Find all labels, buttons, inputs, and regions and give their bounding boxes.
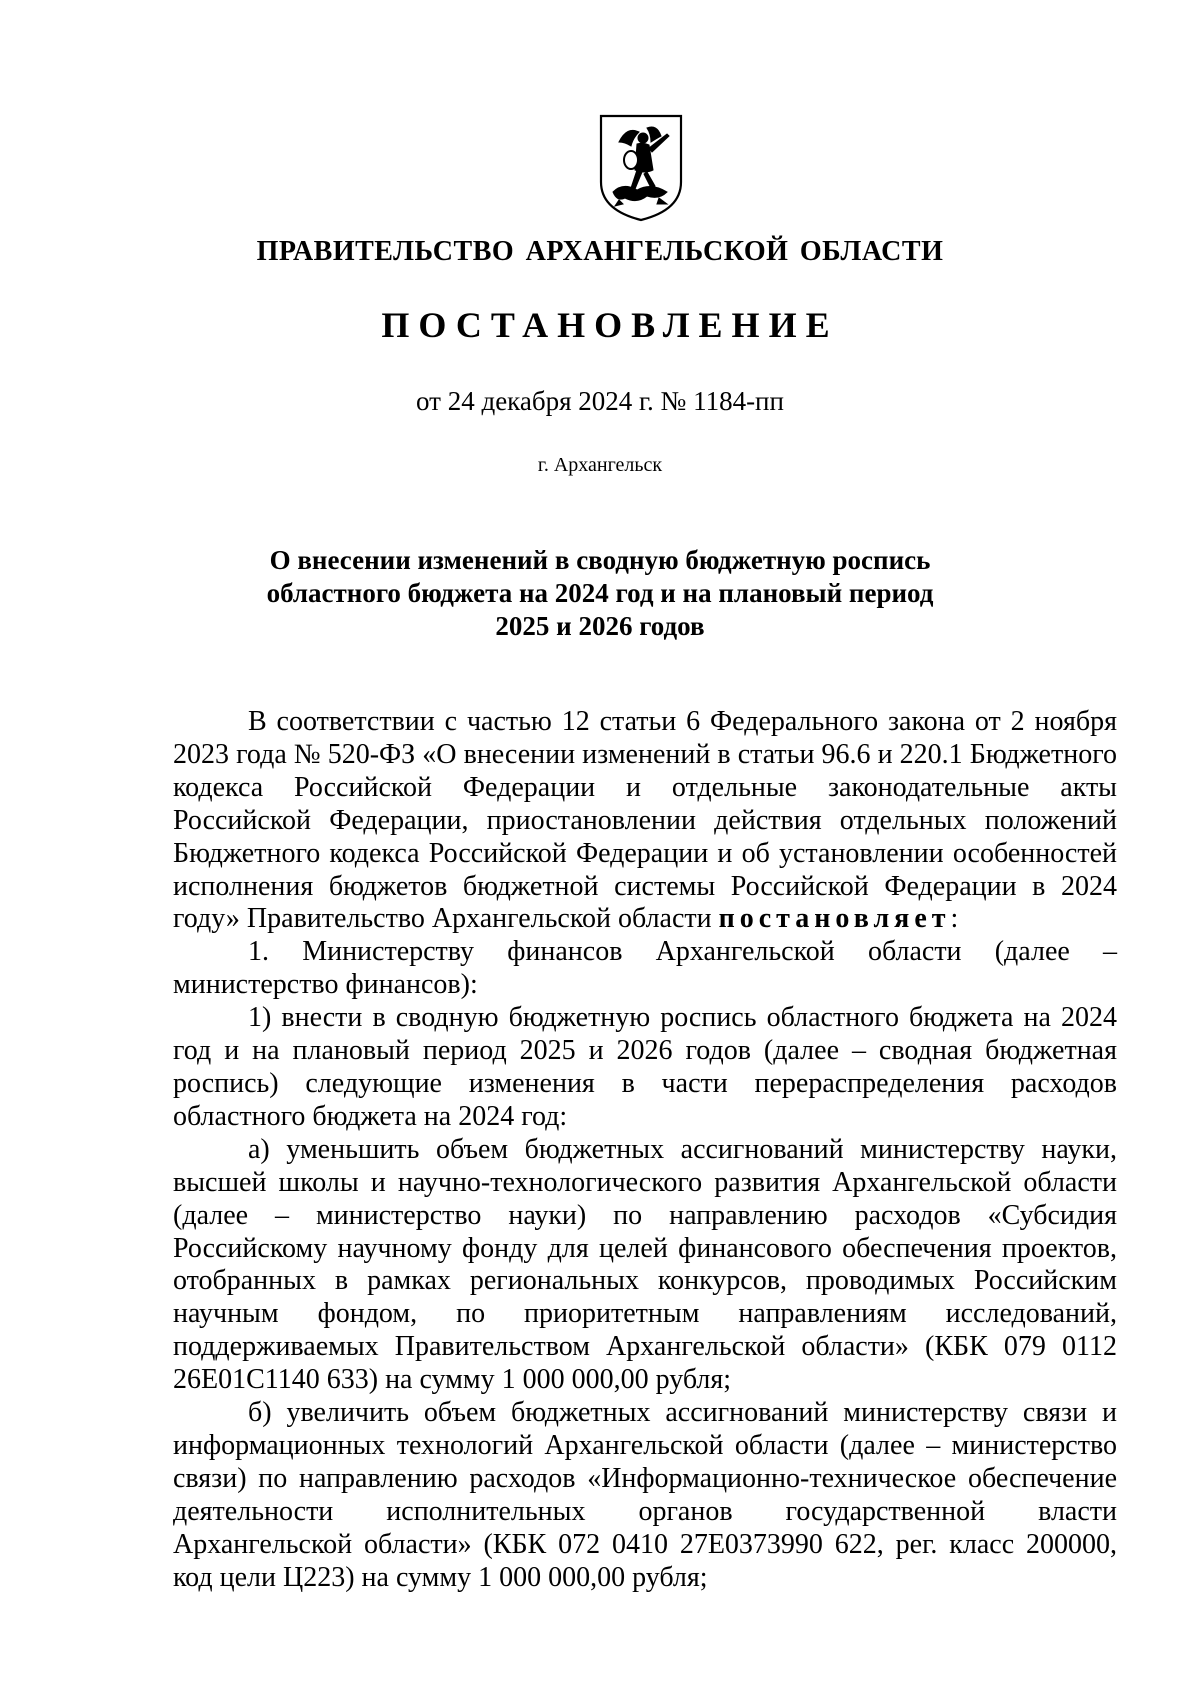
document-city: г. Архангельск <box>537 454 663 476</box>
document-subject <box>0 544 1200 643</box>
resolves-colon: : <box>950 903 959 935</box>
document-body <box>173 706 1117 1594</box>
item-b-paragraph: б) увеличить объем бюджетных ассигнований министерству связи и информационных технологий Архангельской области (далее – министерство связи) по направлению расходов «Информационно-техническое обеспечение деятельности исполнительных органов государственной власти Архангельской области» (КБК 072 0410 27Е0373990 622, рег. класс 200000, код цели Ц223) на сумму 1 000 000,00 рубля; <box>173 1397 1117 1593</box>
item-1-paragraph: 1. Министерству финансов Архангельской области (далее – министерство финансов): <box>173 936 1117 1001</box>
item-a-paragraph: а) уменьшить объем бюджетных ассигнований министерству науки, высшей школы и научно-технологического развития Архангельской области (далее – министерство науки) по направлению расходов «Субсидия Российскому научному фонду для целей финансового обеспечения проектов, отобранных в рамках региональных конкурсов, проводимых Российским научным фондом, по приоритетным направлениям исследований, поддерживаемых Правительством Архангельской области» (КБК 079 0112 26Е01С1140 633) на сумму 1 000 000,00 рубля; <box>173 1133 1117 1396</box>
preamble-paragraph <box>173 706 1117 936</box>
preamble-text: В соответствии с частью 12 статьи 6 Федерального закона от 2 ноября 2023 года № 520-ФЗ «О внесении изменений в статьи 96.6 и 220.1 Бюджетного кодекса Российской Федерации и отдельные законодательные акты Российской Федерации, приостановлении действия отдельных положений Бюджетного кодекса Российской Федерации и об установлении особенностей исполнения бюджетов бюджетной системы Российской Федерации в 2024 году» Правительство Архангельской области <box>173 706 1117 935</box>
government-title: ПРАВИТЕЛЬСТВО АРХАНГЕЛЬСКОЙ ОБЛАСТИ <box>256 236 944 267</box>
document-date-number: от 24 декабря 2024 г. № 1184-пп <box>416 386 784 416</box>
subject-line-2: областного бюджета на 2024 год и на плановый период <box>266 578 934 608</box>
document-type: ПОСТАНОВЛЕНИЕ <box>381 305 839 345</box>
resolves-word: постановляет <box>718 903 951 935</box>
subject-line-1: О внесении изменений в сводную бюджетную роспись <box>269 545 931 575</box>
subject-line-3: 2025 и 2026 годов <box>495 611 705 641</box>
item-1-1-paragraph: 1) внести в сводную бюджетную роспись областного бюджета на 2024 год и на плановый период 2025 и 2026 годов (далее – сводная бюджетная роспись) следующие изменения в части перераспределения расходов областного бюджета на 2024 год: <box>173 1002 1117 1132</box>
coat-of-arms-icon <box>597 112 685 224</box>
